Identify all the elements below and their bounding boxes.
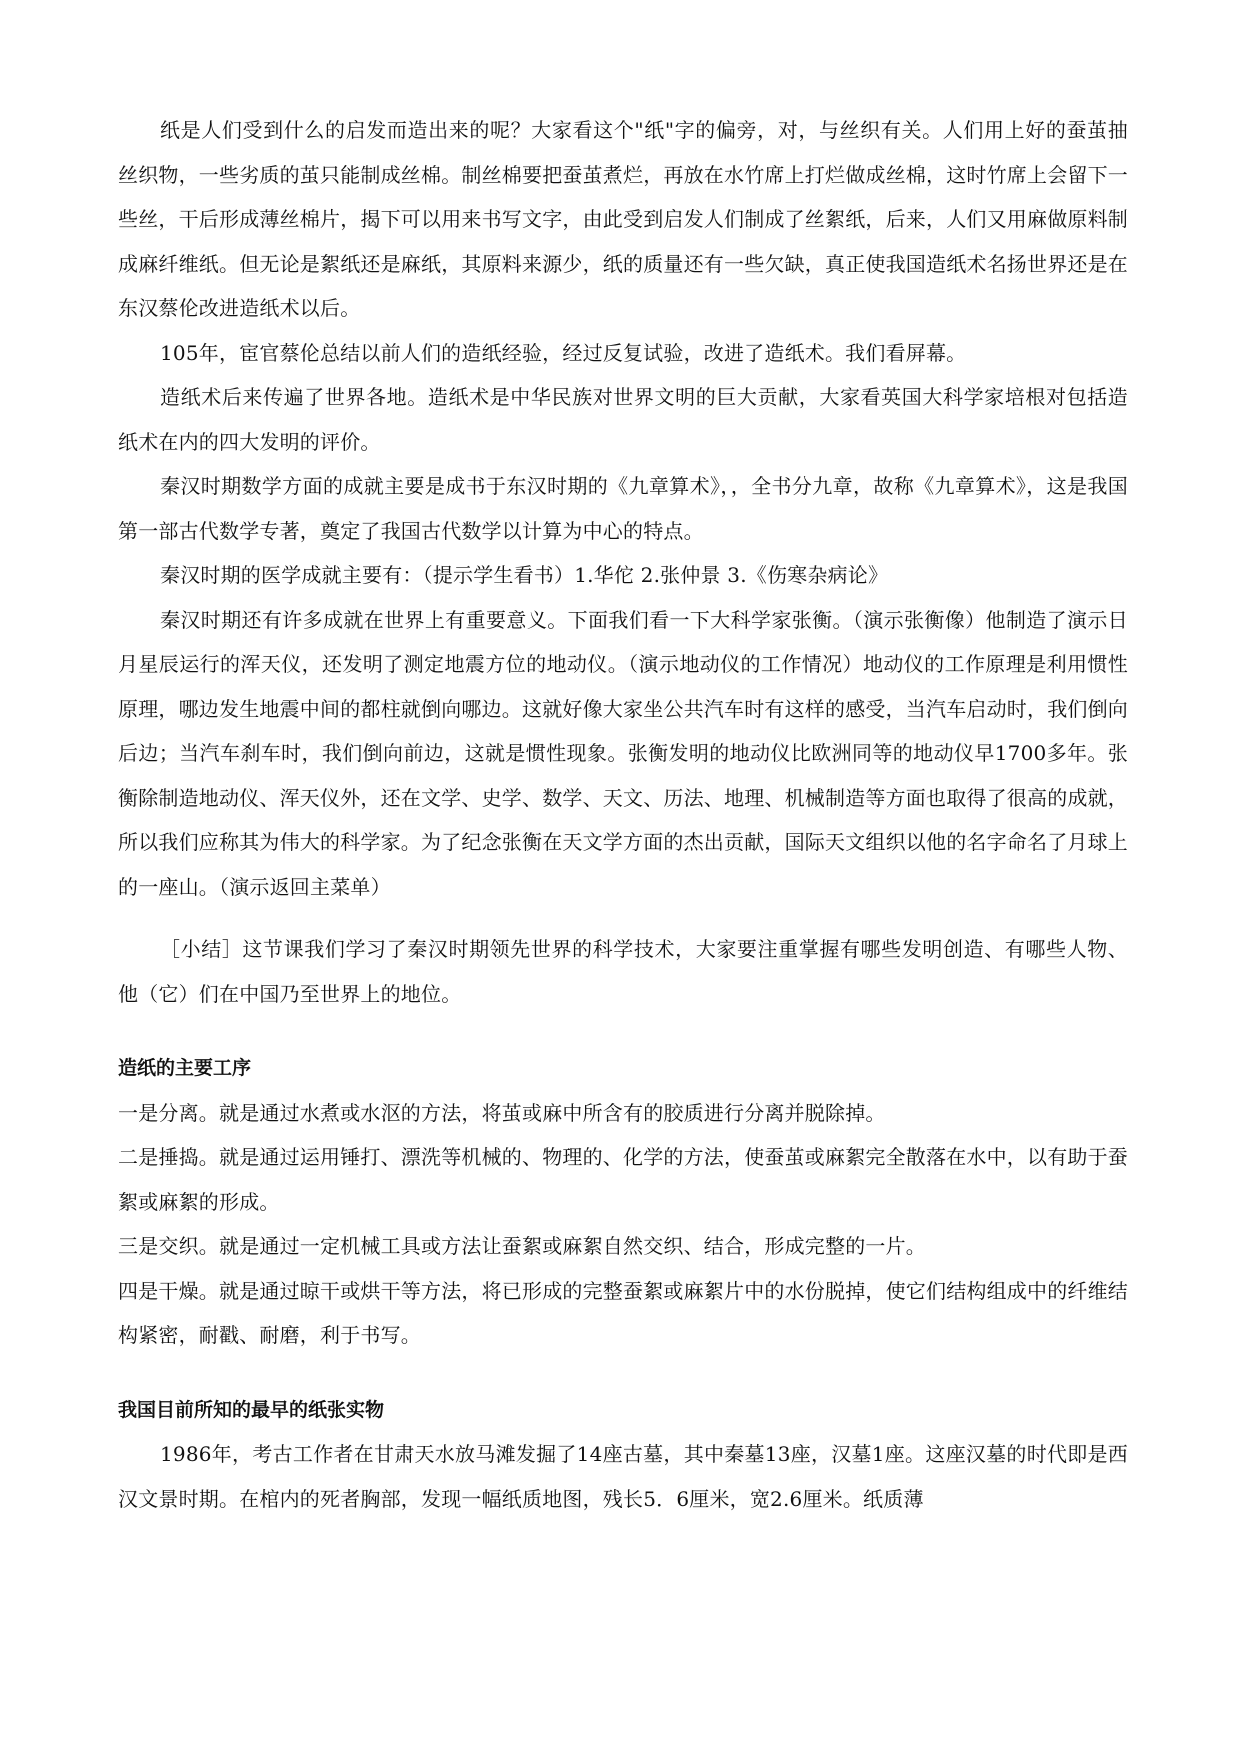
spacer bbox=[118, 909, 1128, 927]
paragraph-zhang-heng: 秦汉时期还有许多成就在世界上有重要意义。下面我们看一下大科学家张衡。（演示张衡像）他制造了演示日月星辰运行的浑天仪，还发明了测定地震方位的地动仪。（演示地动仪的工作情况）地动仪的工作原理是利用惯性原理，哪边发生地震中间的都柱就倒向哪边。这就好像大家坐公共汽车时有这样的感受，当汽车启动时，我们倒向后边；当汽车刹车时，我们倒向前边，这就是惯性现象。张衡发明的地动仪比欧洲同等的地动仪早1700多年。张衡除制造地动仪、浑天仪外，还在文学、史学、数学、天文、历法、地理、机械制造等方面也取得了很高的成就，所以我们应称其为伟大的科学家。为了纪念张衡在天文学方面的杰出贡献，国际天文组织以他的名字命名了月球上的一座山。（演示返回主菜单） bbox=[118, 607, 1128, 899]
document-page bbox=[118, 108, 1128, 1521]
paragraph-spread: 造纸术后来传遍了世界各地。造纸术是中华民族对世界文明的巨大贡献，大家看英国大科学家培根对包括造纸术在内的四大发明的评价。 bbox=[118, 385, 1128, 454]
papermaking-steps-list bbox=[118, 1091, 1128, 1358]
paragraph-summary: ［小结］这节课我们学习了秦汉时期领先世界的科学技术，大家要注重掌握有哪些发明创造、有哪些人物、他（它）们在中国乃至世界上的地位。 bbox=[118, 937, 1128, 1006]
heading-earliest-paper: 我国目前所知的最早的纸张实物 bbox=[118, 1398, 385, 1421]
paragraph-paper-origin: 纸是人们受到什么的启发而造出来的呢？大家看这个"纸"字的偏旁，对，与丝织有关。人们用上好的蚕茧抽丝织物，一些劣质的茧只能制成丝棉。制丝棉要把蚕茧煮烂，再放在水竹席上打烂做成丝棉，这时竹席上会留下一些丝，干后形成薄丝棉片，揭下可以用来书写文字，由此受到启发人们制成了丝絮纸，后来，人们又用麻做原料制成麻纤维纸。但无论是絮纸还是麻纸，其原料来源少，纸的质量还有一些欠缺，真正使我国造纸术名扬世界还是在东汉蔡伦改进造纸术以后。 bbox=[118, 118, 1128, 320]
spacer bbox=[118, 1016, 1128, 1046]
paragraph-math: 秦汉时期数学方面的成就主要是成书于东汉时期的《九章算术》，，全书分九章，故称《九章算术》，这是我国第一部古代数学专著，奠定了我国古代数学以计算为中心的特点。 bbox=[118, 474, 1128, 543]
step-item: 四是干燥。就是通过晾干或烘干等方法，将已形成的完整蚕絮或麻絮片中的水份脱掉，使它们结构组成中的纤维结构紧密，耐戳、耐磨，利于书写。 bbox=[118, 1278, 1128, 1347]
paragraph-medicine: 秦汉时期的医学成就主要有：（提示学生看书）1.华佗 2.张仲景 3.《伤寒杂病论》 bbox=[160, 563, 889, 587]
paragraph-cai-lun: 105年，宦官蔡伦总结以前人们的造纸经验，经过反复试验，改进了造纸术。我们看屏幕。 bbox=[160, 340, 967, 365]
heading-papermaking-steps: 造纸的主要工序 bbox=[118, 1057, 252, 1079]
step-item: 一是分离。就是通过水煮或水沤的方法，将茧或麻中所含有的胶质进行分离并脱除掉。 bbox=[118, 1100, 886, 1125]
step-item: 三是交织。就是通过一定机械工具或方法让蚕絮或麻絮自然交织、结合，形成完整的一片。 bbox=[118, 1234, 926, 1258]
paragraph-earliest-paper: 1986年，考古工作者在甘肃天水放马滩发掘了14座古墓，其中秦墓13座，汉墓1座。这座汉墓的时代即是西汉文景时期。在棺内的死者胸部，发现一幅纸质地图，残长5．6厘米，宽2.6厘米。纸质薄 bbox=[118, 1442, 1128, 1511]
step-item: 二是捶捣。就是通过运用锤打、漂洗等机械的、物理的、化学的方法，使蚕茧或麻絮完全散落在水中，以有助于蚕絮或麻絮的形成。 bbox=[118, 1145, 1128, 1214]
spacer bbox=[118, 1358, 1128, 1388]
